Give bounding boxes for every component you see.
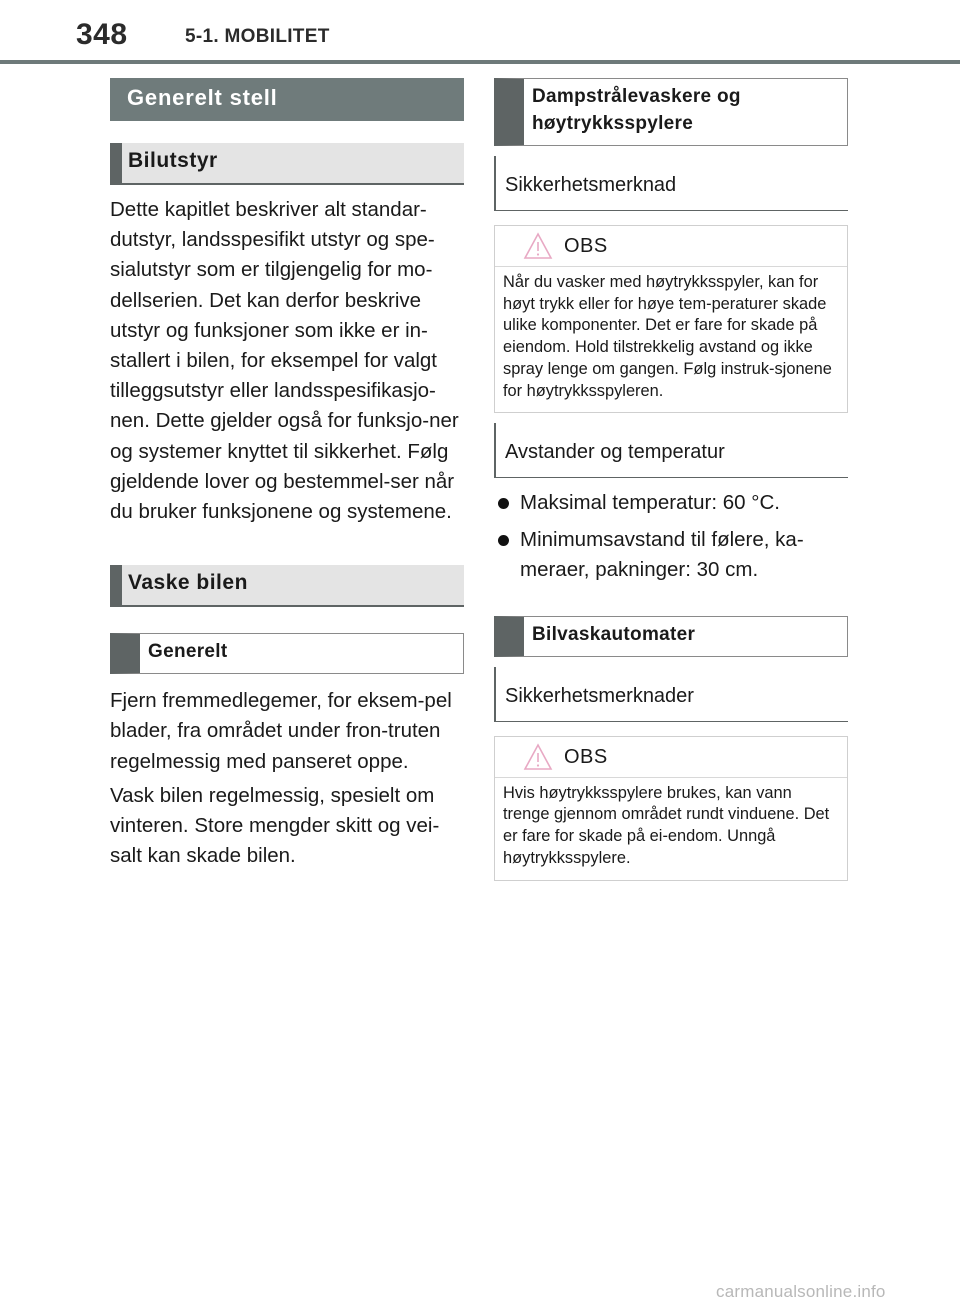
warning-triangle-icon [523, 232, 553, 260]
generelt-paragraph-2: Vask bilen regelmessig, spesielt om vinteren. Store mengder skitt og vei-salt kan skade bilen. [110, 783, 440, 868]
obs-notice-header [495, 226, 847, 267]
topic-heading-bilvaskautomater: Bilvaskautomater [494, 616, 848, 657]
bilutstyr-paragraph [110, 195, 464, 527]
list-item [494, 488, 848, 519]
bullet-icon [498, 535, 509, 546]
left-column [110, 78, 464, 871]
obs-notice-header [495, 737, 847, 778]
obs-notice-2 [494, 736, 848, 881]
subsection-heading-bilutstyr: Bilutstyr [110, 143, 464, 185]
bilutstyr-text: Dette kapitlet beskriver alt standar-dutstyr, landsspesifikt utstyr og spe-sialutstyr som er tilgjengelig for mo-dellserien. Det kan derfor beskrive utstyr og funksjoner som ikke er in-stallert i bilen, for eksempel for valgt tilleggsutstyr eller landsspesifikasjo-nen. Dette gjelder også for funksjo-ner og systemer knyttet til sikkerhet. Følg gjeldende lover og bestemmel-ser når du bruker funksjonene og systemene. [110, 198, 459, 524]
obs-notice-1 [494, 225, 848, 413]
requirements-list [494, 488, 848, 586]
header-divider [0, 60, 960, 64]
chapter-title: 5-1. MOBILITET [185, 26, 330, 47]
bullet-icon [498, 498, 509, 509]
list-item-text: Minimumsavstand til følere, ka-meraer, pakninger: 30 cm. [520, 527, 804, 582]
generelt-paragraph-1: Fjern fremmedlegemer, for eksem-pel blader, fra området under fron-truten regelmessig med panseret oppe. [110, 689, 452, 773]
obs-label: OBS [564, 745, 608, 768]
note-heading-sikkerhetsmerknader: Sikkerhetsmerknader [494, 667, 848, 722]
page-header [0, 0, 960, 64]
topic-heading-generelt: Generelt [110, 633, 464, 674]
obs-notice-text: Hvis høytrykksspylere brukes, kan vann trenge gjennom området rundt vinduene. Det er fare for skade på ei-endom. Unngå høytrykksspylere. [503, 783, 830, 867]
list-item-text: Maksimal temperatur: 60 °C. [520, 491, 780, 515]
obs-label: OBS [564, 235, 608, 257]
note-heading-avstander: Avstander og temperatur [494, 423, 848, 478]
subsection-heading-vaske-bilen: Vaske bilen [110, 565, 464, 607]
section-heading-generelt-stell: Generelt stell [110, 78, 464, 121]
topic-heading-dampstraalevaskere: Dampstrålevaskere og høytrykksspylere [494, 78, 848, 146]
watermark: carmanualsonline.info [716, 1282, 886, 1301]
list-item [494, 525, 848, 586]
obs-notice-text: Når du vasker med høytrykksspyler, kan for høyt trykk eller for høye tem-peraturer skade ulike komponenter. Det er fare for skade på eiendom. Hold tilstrekkelig avstand og ikke spray lenge om gangen. Følg instruk-sjonene for høytrykksspyleren. [503, 273, 832, 400]
right-column [494, 78, 848, 881]
warning-triangle-icon [523, 743, 553, 771]
page-number: 348 [76, 18, 128, 51]
note-heading-sikkerhetsmerknad: Sikkerhetsmerknad [494, 156, 848, 211]
